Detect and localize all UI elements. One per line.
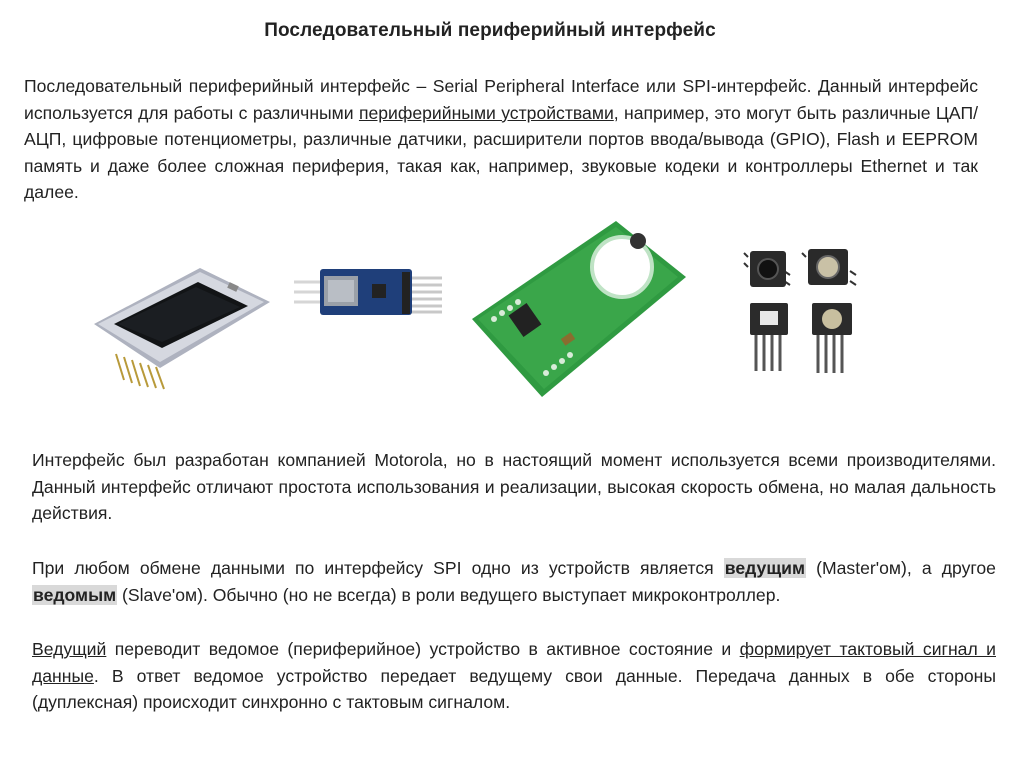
intro-text-1: Последовательный периферийный интерфейс – Serial Peripheral Interface или SPI-интерфейс. Данный интерфейс используется для работы с различными: [24, 76, 978, 123]
operation-paragraph: [32, 636, 996, 716]
roles-text-2: (Master'ом), а другое: [806, 558, 996, 578]
green-pcb-image: [466, 215, 688, 401]
intro-paragraph: [24, 73, 978, 206]
clock-signal-link[interactable]: формирует тактовый сигнал и данные: [32, 639, 996, 686]
roles-text-1: При любом обмене данными по интерфейсу SPI одно из устройств является: [32, 558, 724, 578]
lcd-module-image: [88, 262, 273, 390]
sd-card-module-image: [292, 266, 444, 316]
ic-sensor-3: [750, 303, 788, 371]
roles-text-3: (Slave'ом). Обычно (но не всегда) в роли ведущего выступает микроконтроллер.: [117, 584, 781, 605]
master-link[interactable]: Ведущий: [32, 639, 107, 659]
roles-paragraph: [32, 555, 996, 608]
ic-sensor-4: [812, 303, 852, 373]
sd-header-pins: [410, 278, 442, 312]
ic-sensors-image: [742, 243, 860, 377]
ic-sensor-2: [802, 249, 856, 285]
history-paragraph: Интерфейс был разработан компанией Motorola, но в настоящий момент используется всеми производителями. Данный интерфейс отличают простота использования и реализации, высокая скорость обмена, но малая дальность действия.: [32, 450, 996, 523]
operation-text-2: . В ответ ведомое устройство передает ведущему свои данные. Передача данных в обе стороны (дуплексная) происходит синхронно с тактовым сигналом.: [32, 665, 996, 712]
page-title: Последовательный периферийный интерфейс: [264, 20, 716, 41]
peripheral-devices-link[interactable]: периферийными устройствами: [358, 102, 614, 123]
ic-sensor-1: [744, 251, 790, 287]
slave-term: ведомым: [33, 584, 117, 605]
master-term: ведущим: [724, 558, 806, 578]
operation-text-1: переводит ведомое (периферийное) устройство в активное состояние и: [106, 639, 740, 659]
intro-text-2: , например, это могут быть различные ЦАП/АЦП, цифровые потенциометры, различные датчики, расширители портов ввода/вывода (GPIO), Flash и EEPROM память и даже более сложная периферия, такая как, например, звуковые кодеки и контроллеры Ethernet и так далее.: [24, 102, 978, 202]
